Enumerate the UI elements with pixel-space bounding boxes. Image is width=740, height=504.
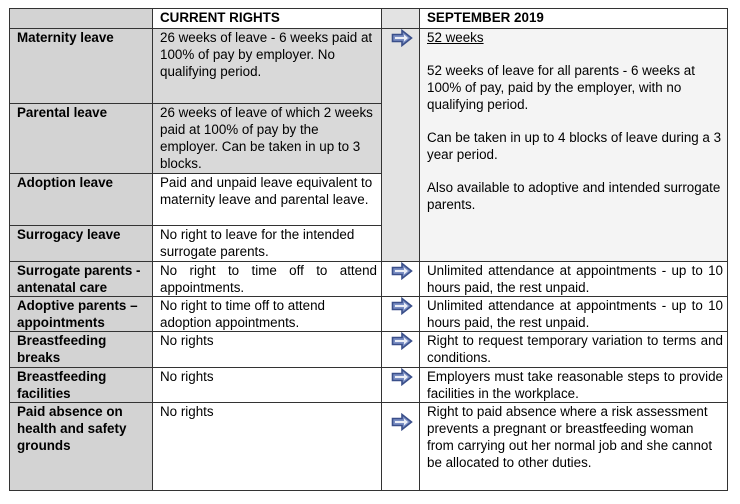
september-merged-p1: 52 weeks of leave for all parents - 6 weeks at 100% of pay, paid by the employer, with no qualifying period. — [427, 63, 695, 112]
right-arrow-icon — [391, 413, 413, 431]
september-health: Right to paid absence where a risk assessment prevents a pregnant or breastfeeding woman from carrying out her normal job and she cannot be allocated to other duties. — [420, 403, 728, 491]
header-row — [10, 9, 728, 29]
arrow-cell-facilities — [382, 368, 420, 403]
right-arrow-icon-graphic — [391, 332, 413, 350]
rights-comparison-table — [9, 8, 728, 491]
september-merged-cell — [420, 29, 728, 262]
right-arrow-icon — [391, 262, 413, 280]
table-row-maternity — [10, 29, 728, 104]
row-label-antenatal: Surrogate parents -antenatal care — [10, 262, 153, 297]
row-label-facilities: Breastfeeding facilities — [10, 368, 153, 403]
row-label-adoptive: Adoptive parents – appointments — [10, 297, 153, 332]
current-antenatal: No right to time off to attend appointments. — [153, 262, 382, 297]
row-label-parental: Parental leave — [10, 104, 153, 174]
current-adoptive: No right to time off to attend adoption appointments. — [153, 297, 382, 332]
right-arrow-icon-graphic — [391, 368, 413, 386]
table-row-health — [10, 403, 728, 491]
current-parental: 26 weeks of leave of which 2 weeks paid at 100% of pay by the employer. Can be taken in up to 3 blocks. — [153, 104, 382, 174]
row-label-adoption: Adoption leave — [10, 174, 153, 226]
september-breaks: Right to request temporary variation to terms and conditions. — [420, 332, 728, 368]
right-arrow-icon-graphic — [391, 297, 413, 315]
right-arrow-icon-graphic — [391, 413, 413, 431]
arrow-cell-breaks — [382, 332, 420, 368]
current-breaks: No rights — [153, 332, 382, 368]
september-merged-p3: Also available to adoptive and intended surrogate parents. — [427, 180, 721, 212]
current-surrogacy: No right to leave for the intended surrogate parents. — [153, 226, 382, 262]
row-label-breaks: Breastfeeding breaks — [10, 332, 153, 368]
table-row-antenatal — [10, 262, 728, 297]
table-row-breaks — [10, 332, 728, 368]
september-adoptive: Unlimited attendance at appointments - up to 10 hours paid, the rest unpaid. — [420, 297, 728, 332]
september-merged-p2: Can be taken in up to 4 blocks of leave during a 3 year period. — [427, 130, 722, 162]
right-arrow-icon — [391, 332, 413, 350]
table-row-facilities — [10, 368, 728, 403]
right-arrow-icon — [391, 368, 413, 386]
right-arrow-icon — [391, 297, 413, 315]
header-current-rights: CURRENT RIGHTS — [153, 9, 382, 29]
arrow-cell-health — [382, 403, 420, 491]
row-label-maternity: Maternity leave — [10, 29, 153, 104]
current-adoption: Paid and unpaid leave equivalent to maternity leave and parental leave. — [153, 174, 382, 226]
table-row-adoptive — [10, 297, 728, 332]
current-health: No rights — [153, 403, 382, 491]
right-arrow-icon — [391, 29, 413, 47]
september-antenatal: Unlimited attendance at appointments - up to 10 hours paid, the rest unpaid. — [420, 262, 728, 297]
september-52-weeks-heading: 52 weeks — [427, 30, 484, 45]
current-maternity: 26 weeks of leave - 6 weeks paid at 100% of pay by employer. No qualifying period. — [153, 29, 382, 104]
header-arrow-cell — [382, 9, 420, 29]
right-arrow-icon-graphic — [391, 262, 413, 280]
september-facilities: Employers must take reasonable steps to provide facilities in the workplace. — [420, 368, 728, 403]
header-september-2019: SEPTEMBER 2019 — [420, 9, 728, 29]
arrow-cell-merged — [382, 29, 420, 262]
row-label-surrogacy: Surrogacy leave — [10, 226, 153, 262]
header-blank-cell — [10, 9, 153, 29]
current-facilities: No rights — [153, 368, 382, 403]
arrow-cell-antenatal — [382, 262, 420, 297]
row-label-health: Paid absence on health and safety grounds — [10, 403, 153, 491]
arrow-cell-adoptive — [382, 297, 420, 332]
right-arrow-icon-graphic — [391, 29, 413, 47]
